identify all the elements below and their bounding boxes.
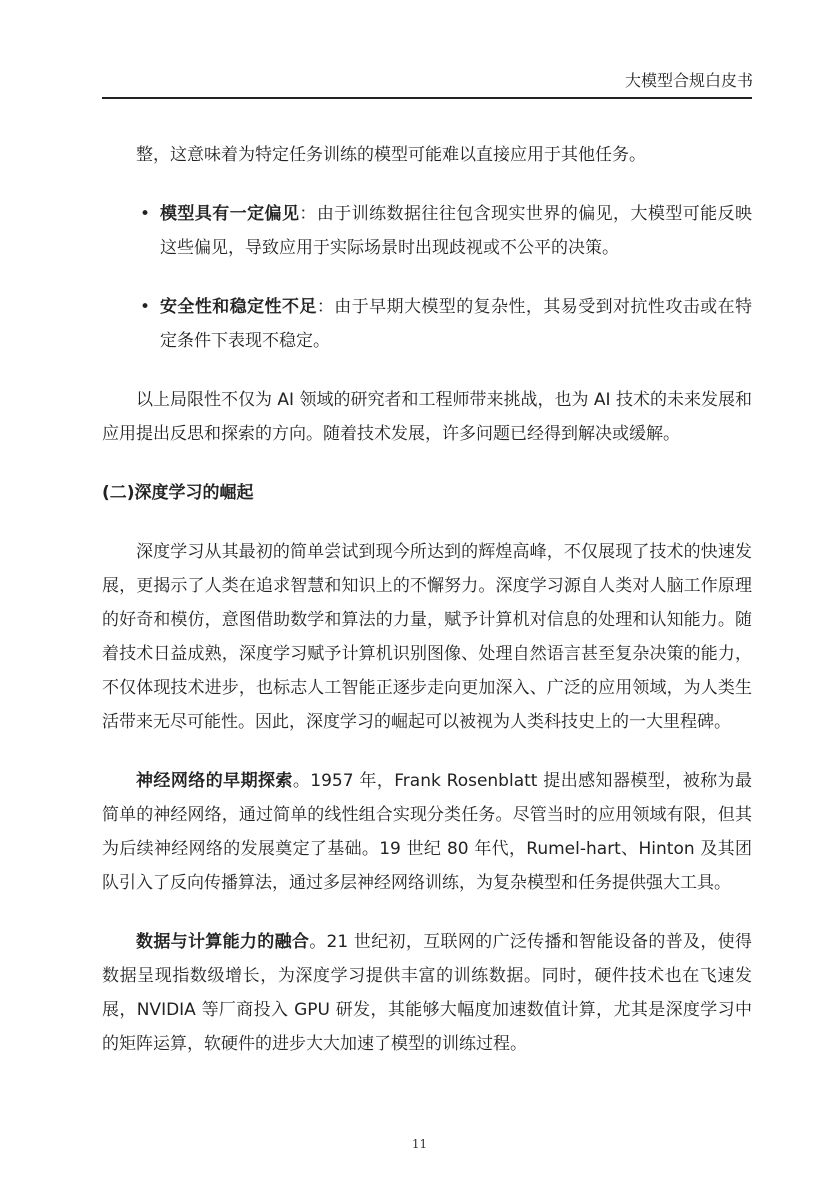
page-number: 11 xyxy=(411,1137,428,1151)
paragraph-lead: 神经网络的早期探索 xyxy=(136,771,293,791)
bullet-item-security xyxy=(102,290,752,358)
body-paragraph xyxy=(102,925,752,1061)
continuation-paragraph: 整，这意味着为特定任务训练的模型可能难以直接应用于其他任务。 xyxy=(136,145,646,165)
bullet-text: 由于早期大模型的复杂性，其易受到对抗性攻击或在特定条件下表现不稳定。 xyxy=(160,297,753,351)
header-divider xyxy=(102,97,752,99)
body-paragraph xyxy=(102,535,752,739)
bullet-separator: ： xyxy=(316,297,335,317)
paragraph-text: 。21 世纪初，互联网的广泛传播和智能设备的普及，使得数据呈现指数级增长，为深度学习提供丰富的训练数据。同时，硬件技术也在飞速发展，NVIDIA 等厂商投入 GPU 研发，其能够大幅度加速数值计算，尤其是深度学习中的矩阵运算，软硬件的进步大大加速了模型的训练过程。 xyxy=(102,932,753,1054)
paragraph-text: 。1957 年，Frank Rosenblatt 提出感知器模型，被称为最简单的神经网络，通过简单的线性组合实现分类任务。尽管当时的应用领域有限，但其为后续神经网络的发展奠定了基础。19 世纪 80 年代，Rumel-hart、Hinton 及其团队引入了反向传播算法，通过多层神经网络训练，为复杂模型和任务提供强大工具。 xyxy=(102,771,752,893)
bullet-text: 由于训练数据往往包含现实世界的偏见，大模型可能反映这些偏见，导致应用于实际场景时出现歧视或不公平的决策。 xyxy=(160,204,753,258)
bullet-term: 安全性和稳定性不足 xyxy=(160,297,317,317)
bullet-term: 模型具有一定偏见 xyxy=(160,204,300,224)
bullet-separator: ： xyxy=(299,204,317,224)
section-heading: (二)深度学习的崛起 xyxy=(102,483,254,503)
summary-paragraph: 以上局限性不仅为 AI 领域的研究者和工程师带来挑战，也为 AI 技术的未来发展和应用提出反思和探索的方向。随着技术发展，许多问题已经得到解决或缓解。 xyxy=(102,390,752,444)
running-header: 大模型合规白皮书 xyxy=(624,71,753,90)
paragraph-text: 深度学习从其最初的简单尝试到现今所达到的辉煌高峰，不仅展现了技术的快速发展，更揭示了人类在追求智慧和知识上的不懈努力。深度学习源自人类对人脑工作原理的好奇和模仿，意图借助数学和算法的力量，赋予计算机对信息的处理和认知能力。随着技术日益成熟，深度学习赋予计算机识别图像、处理自然语言甚至复杂决策的能力，不仅体现技术进步，也标志人工智能正逐步走向更加深入、广泛的应用领域，为人类生活带来无尽可能性。因此，深度学习的崛起可以被视为人类科技史上的一大里程碑。 xyxy=(102,542,752,732)
bullet-item-bias xyxy=(102,197,752,265)
bullet-marker: • xyxy=(140,204,151,224)
bullet-marker: • xyxy=(140,297,151,317)
paragraph-lead: 数据与计算能力的融合 xyxy=(136,932,310,952)
body-paragraph xyxy=(102,764,752,900)
page-content xyxy=(102,138,752,1061)
